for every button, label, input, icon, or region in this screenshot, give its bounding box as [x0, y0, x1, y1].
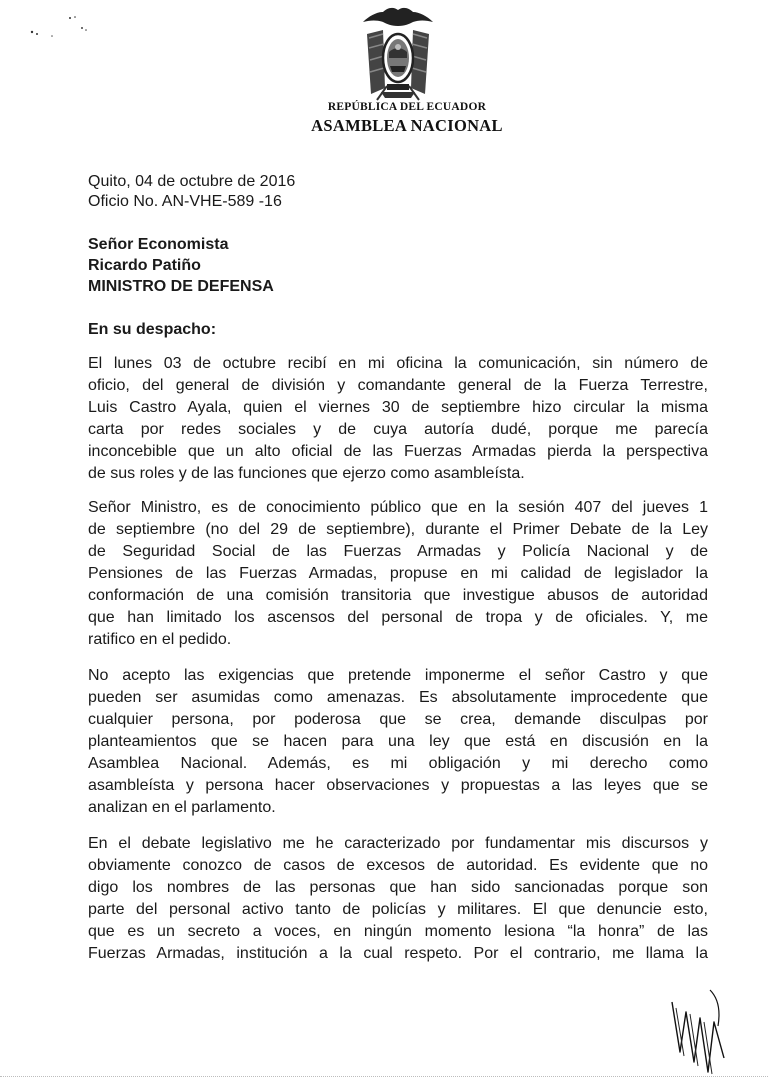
- paragraph-line: No acepto las exigencias que pretende imponerme el señor Castro y que: [88, 667, 708, 684]
- recipient-name: Ricardo Patiño: [88, 257, 201, 274]
- paragraph-line: planteamientos que se hacen para una ley que está en discusión en la: [88, 733, 708, 750]
- paragraph-line: conformación de una comisión transitoria que investigue abusos de autoridad: [88, 587, 708, 604]
- paragraph-line: de sus roles y de las funciones que ejerzo como asambleísta.: [88, 465, 525, 482]
- coat-of-arms-emblem: [357, 4, 439, 102]
- paragraph-line: carta por redes sociales y de cuya autoría dudé, porque me parecía: [88, 421, 708, 438]
- paragraph-line: Señor Ministro, es de conocimiento público que en la sesión 407 del jueves 1: [88, 499, 708, 516]
- paragraph-line: parte del personal activo tanto de policías y militares. El que denuncie esto,: [88, 901, 708, 918]
- body-paragraph: [88, 833, 708, 965]
- paragraph-line: oficio, del general de división y comandante general de la Fuerza Terrestre,: [88, 377, 708, 394]
- salutation: En su despacho:: [88, 321, 217, 338]
- paragraph-line: que es un secreto a voces, en ningún momento lesiona “la honra” de las: [88, 923, 708, 940]
- paragraph-line: ratifico en el pedido.: [88, 631, 232, 648]
- paragraph-line: Asamblea Nacional. Además, es mi obligación y mi derecho como: [88, 755, 708, 772]
- date-line: Quito, 04 de octubre de 2016: [88, 173, 296, 190]
- paragraph-line: de Seguridad Social de las Fuerzas Armadas y Policía Nacional y de: [88, 543, 708, 560]
- paragraph-line: Luis Castro Ayala, quien el viernes 30 de septiembre hizo circular la misma: [88, 399, 708, 416]
- paragraph-line: que han limitado los ascensos del personal de tropa y de oficiales. Y, me: [88, 609, 708, 626]
- paragraph-line: digo los nombres de las personas que han sido sancionadas porque son: [88, 879, 708, 896]
- paragraph-line: asambleísta y persona hacer observaciones y propuestas a las leyes que se: [88, 777, 708, 794]
- paragraph-line: de septiembre (no del 29 de septiembre), durante el Primer Debate de la Ley: [88, 521, 708, 538]
- body-paragraph: [88, 497, 708, 651]
- paragraph-line: inconcebible que un alto oficial de las Fuerzas Armadas pierda la perspectiva: [88, 443, 708, 460]
- body-paragraph: [88, 353, 708, 485]
- paragraph-line: En el debate legislativo me he caracterizado por fundamentar mis discursos y: [88, 835, 708, 852]
- page-bottom-line: [0, 1076, 768, 1077]
- recipient-position: MINISTRO DE DEFENSA: [88, 278, 274, 295]
- paragraph-line: cualquier persona, por poderosa que se crea, demande disculpas por: [88, 711, 708, 728]
- republic-heading: REPÚBLICA DEL ECUADOR: [327, 101, 487, 113]
- paragraph-line: obviamente conozco de casos de excesos de autoridad. Es evidente que no: [88, 857, 708, 874]
- paragraph-line: pueden ser asumidas como amenazas. Es absolutamente improcedente que: [88, 689, 708, 706]
- institution-heading: ASAMBLEA NACIONAL: [311, 116, 503, 135]
- handwritten-initials: [666, 982, 730, 1078]
- paragraph-line: El lunes 03 de octubre recibí en mi oficina la comunicación, sin número de: [88, 355, 708, 372]
- scan-specks: [28, 14, 98, 44]
- paragraph-line: Fuerzas Armadas, institución a la cual respeto. Por el contrario, me llama la: [88, 945, 708, 962]
- paragraph-line: analizan en el parlamento.: [88, 799, 276, 816]
- recipient-title: Señor Economista: [88, 236, 229, 253]
- body-paragraph: [88, 665, 708, 819]
- paragraph-line: Pensiones de las Fuerzas Armadas, propuse en mi calidad de legislador la: [88, 565, 708, 582]
- office-number: Oficio No. AN-VHE-589 -16: [88, 193, 282, 210]
